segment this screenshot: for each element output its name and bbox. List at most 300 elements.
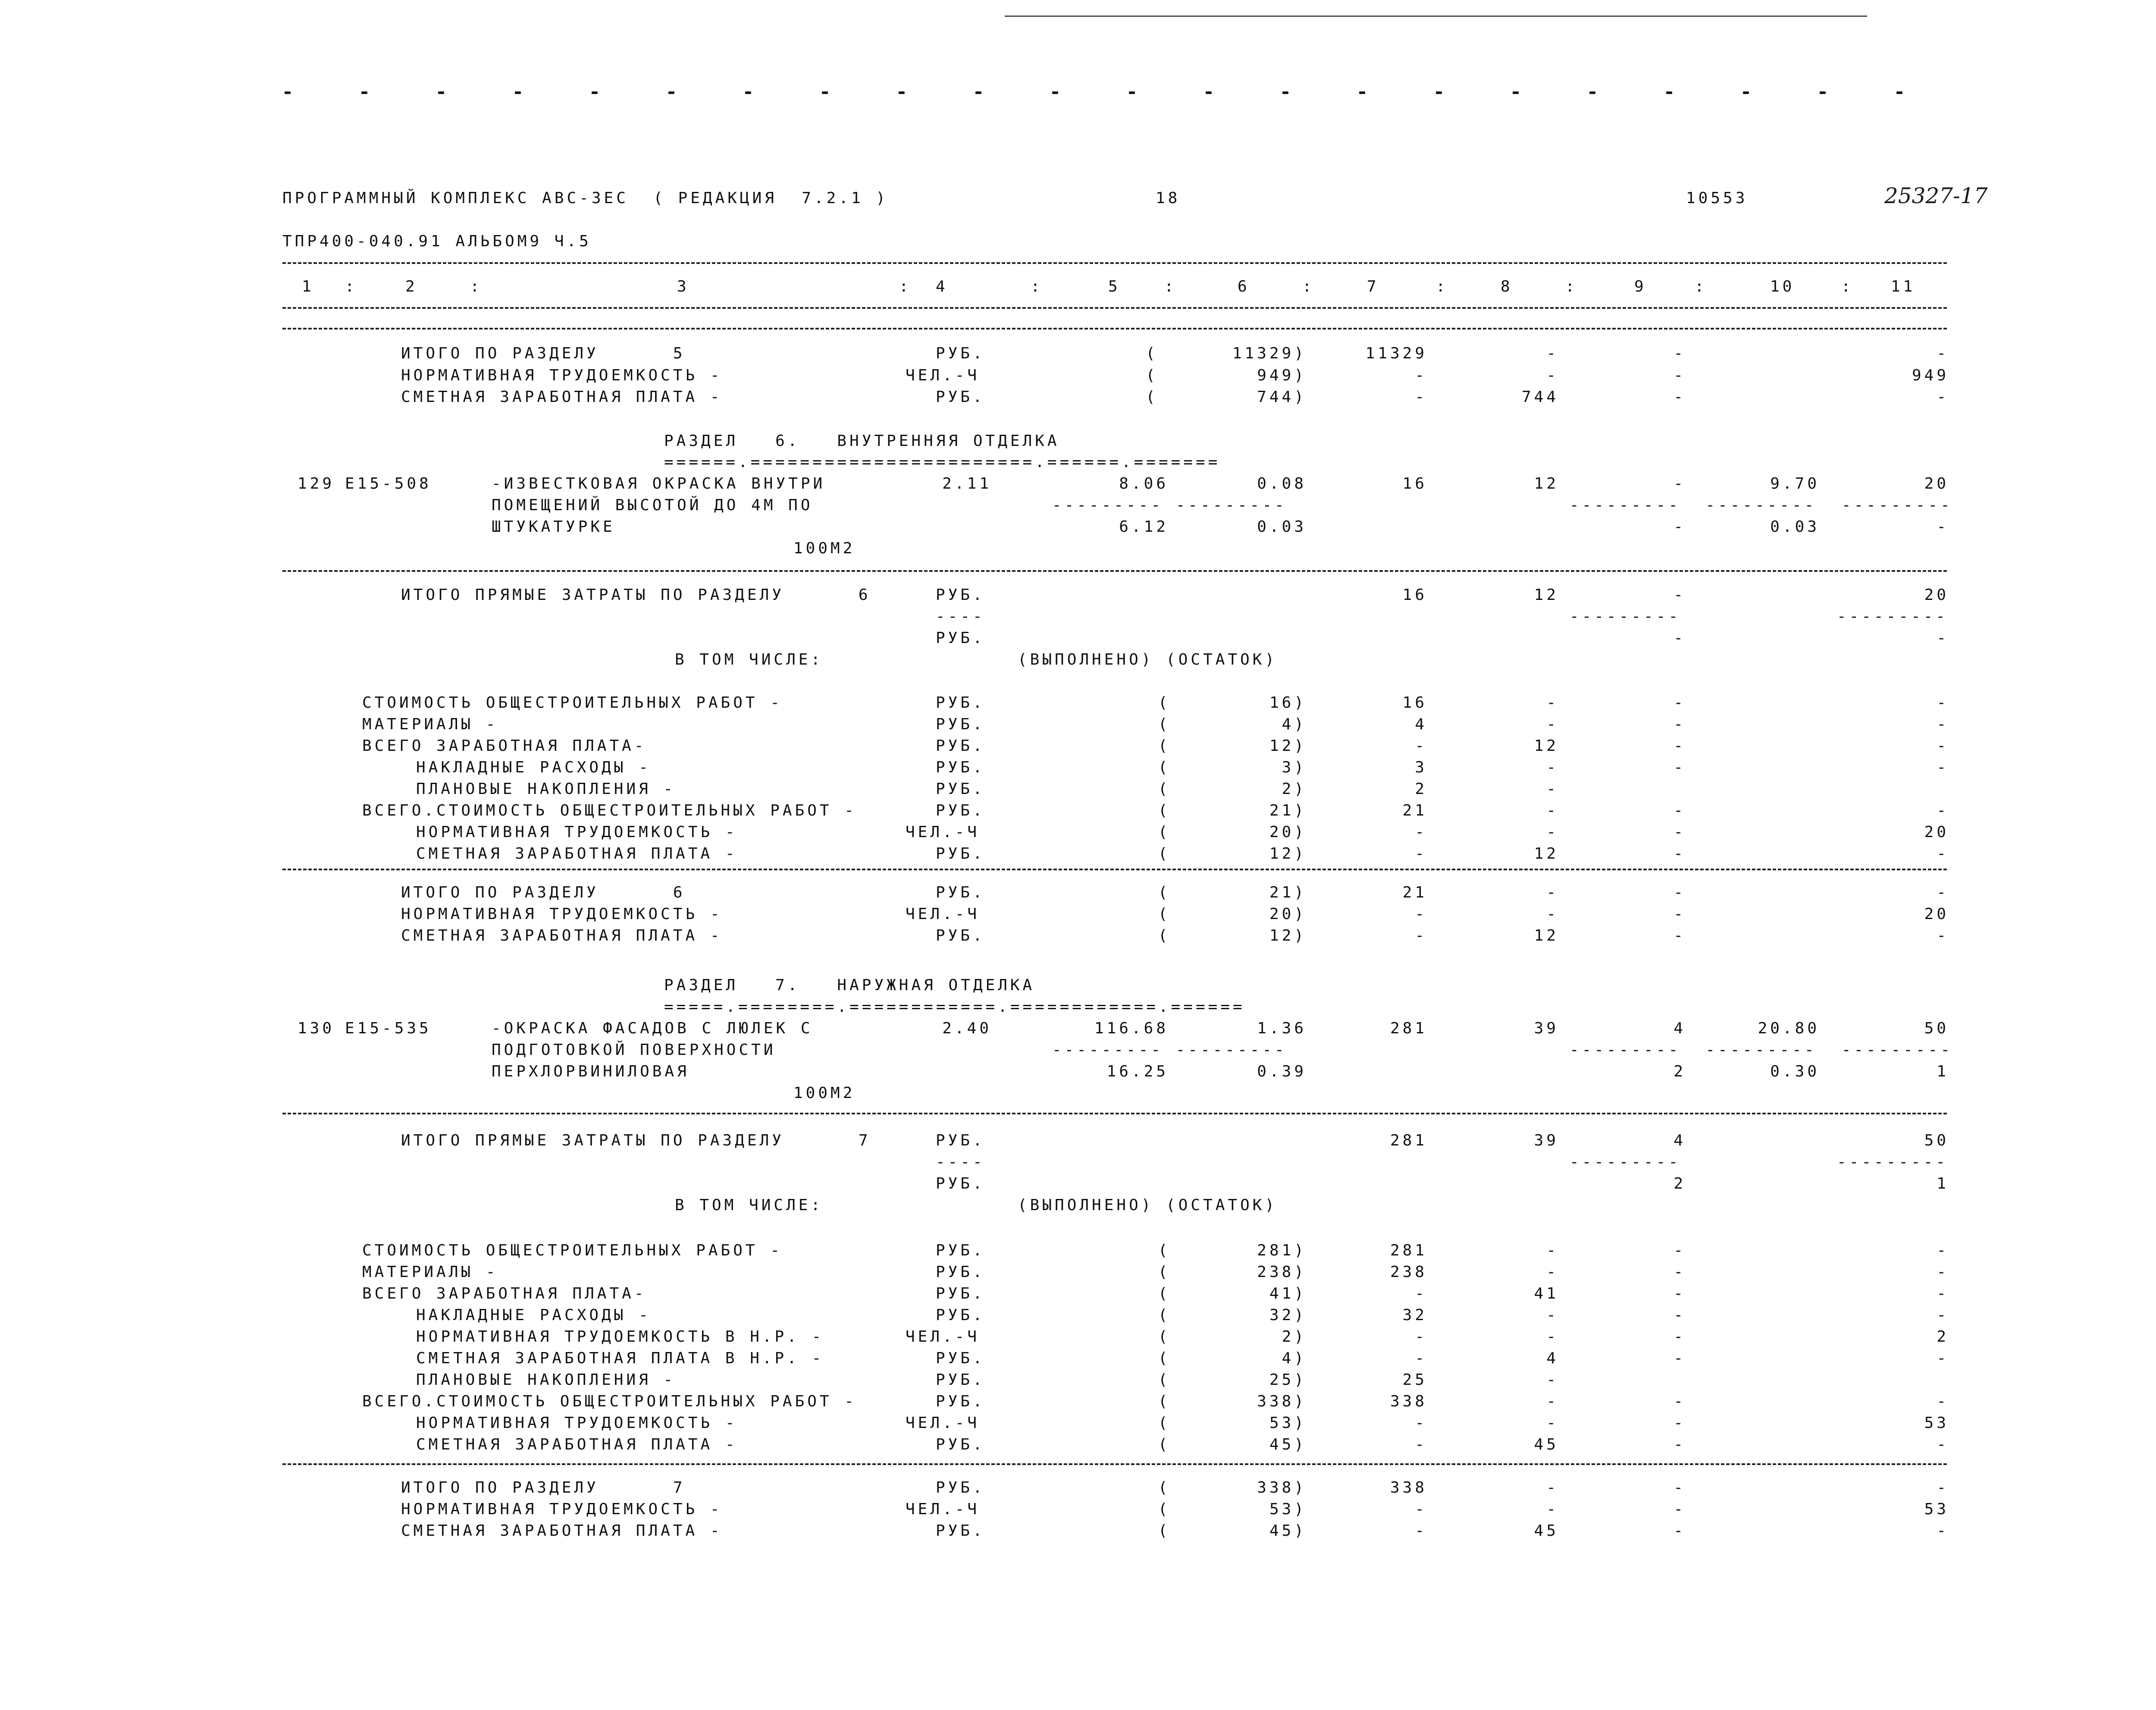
cell-v11: -	[1937, 1306, 1949, 1324]
value-separator: --------- --------- ---------	[1570, 1041, 1953, 1059]
cell-v9: -	[1673, 1522, 1686, 1540]
cell-v8: 45	[1534, 1522, 1559, 1540]
unit-label: ЧЕЛ.-Ч	[906, 1328, 980, 1346]
done-remaining-label: (ВЫПОЛНЕНО) (ОСТАТОК)	[1018, 651, 1278, 668]
cell-v7: -	[1415, 388, 1427, 406]
sprocket-hole	[1513, 91, 1519, 94]
sprocket-hole	[438, 91, 444, 94]
cell-v9: -	[1673, 905, 1686, 923]
cell-v11: -	[1937, 345, 1949, 362]
summary-label: СМЕТНАЯ ЗАРАБОТНАЯ ПЛАТА -	[401, 927, 723, 944]
top-rule	[1005, 16, 1867, 17]
section-underline: =====.========.============.============.======	[664, 998, 1245, 1016]
cell-v8: -	[1546, 884, 1559, 901]
value-separator: --------- --------- ---------	[1570, 496, 1953, 514]
value-separator: --------- ---------	[1052, 1041, 1287, 1059]
cell-v7: -	[1415, 1522, 1427, 1540]
unit-label: РУБ.	[936, 1306, 985, 1324]
unit-label: ЧЕЛ.-Ч	[906, 367, 980, 384]
section-rule	[282, 1463, 1947, 1465]
unit-label: РУБ.	[936, 1371, 985, 1389]
unit-label: РУБ.	[936, 1242, 985, 1259]
breakdown-label: ВСЕГО ЗАРАБОТНАЯ ПЛАТА-	[362, 737, 647, 755]
cell-v6: ( 4)	[1158, 1349, 1307, 1367]
cell-v10: 0.30	[1770, 1063, 1820, 1080]
cell-v8: -	[1546, 759, 1559, 776]
item-description: ПОМЕЩЕНИЙ ВЫСОТОЙ ДО 4М ПО	[492, 496, 813, 514]
cell-v8: 12	[1534, 737, 1559, 755]
cell-v4: 2.40	[942, 1020, 992, 1037]
value-separator: ---------	[1837, 1153, 1949, 1171]
cell-v11: -	[1937, 1263, 1949, 1281]
cell-v9: -	[1673, 586, 1686, 604]
cell-v9: -	[1673, 694, 1686, 712]
cell-v7: -	[1415, 367, 1427, 384]
cell-v8: -	[1546, 694, 1559, 712]
column-separator: :	[1302, 278, 1315, 295]
unit-label: РУБ.	[936, 884, 985, 901]
sprocket-hole	[1589, 91, 1595, 94]
cell-v6: ( 11329)	[1146, 345, 1307, 362]
unit-label: РУБ.	[936, 780, 985, 798]
unit-label: РУБ.	[936, 629, 985, 647]
cell-v6: ( 32)	[1158, 1306, 1307, 1324]
cell-v11: -	[1937, 388, 1949, 406]
cell-v11: -	[1937, 1522, 1949, 1540]
cell-v6: ( 238)	[1158, 1263, 1307, 1281]
unit-label: РУБ.	[936, 1436, 985, 1453]
breakdown-sublabel: ПЛАНОВЫЕ НАКОПЛЕНИЯ -	[416, 1371, 676, 1389]
cell-v11: -	[1937, 518, 1949, 536]
table-top-rule	[282, 262, 1947, 264]
cell-v7: -	[1415, 823, 1427, 841]
cell-v6: 1.36	[1257, 1020, 1307, 1037]
value-separator: ---------	[1837, 608, 1949, 625]
sprocket-hole	[1282, 91, 1288, 94]
cell-v6: 0.08	[1257, 475, 1307, 493]
cell-v8: -	[1546, 802, 1559, 819]
cell-v9: -	[1673, 1242, 1686, 1259]
summary-label: ИТОГО ПРЯМЫЕ ЗАТРАТЫ ПО РАЗДЕЛУ 7	[401, 1132, 871, 1149]
cell-v7: 281	[1390, 1132, 1427, 1149]
cell-v11: -	[1937, 715, 1949, 733]
cell-v11: 949	[1912, 367, 1949, 384]
unit-label: РУБ.	[936, 845, 985, 863]
cell-v9: 2	[1673, 1063, 1686, 1080]
document-code: 10553	[1686, 189, 1748, 207]
column-number: 9	[1634, 278, 1647, 295]
cell-v11: -	[1937, 845, 1949, 863]
cell-v11: -	[1937, 759, 1949, 776]
cell-v9: -	[1673, 1349, 1686, 1367]
cell-v6: ( 25)	[1158, 1371, 1307, 1389]
section-underline: ======.=======================.======.=======	[664, 453, 1221, 471]
unit-label: РУБ.	[936, 1285, 985, 1302]
cell-v8: 12	[1534, 927, 1559, 944]
item-description: ШТУКАТУРКЕ	[492, 518, 615, 536]
unit-label: ----	[936, 1153, 985, 1171]
cell-v6: ( 12)	[1158, 927, 1307, 944]
breakdown-label: ВСЕГО ЗАРАБОТНАЯ ПЛАТА-	[362, 1285, 647, 1302]
column-separator: :	[1565, 278, 1578, 295]
cell-v9: -	[1673, 1393, 1686, 1410]
summary-label: СМЕТНАЯ ЗАРАБОТНАЯ ПЛАТА -	[401, 388, 723, 406]
cell-v8: -	[1546, 823, 1559, 841]
sprocket-hole	[1743, 91, 1749, 94]
cell-v9: -	[1673, 884, 1686, 901]
breakdown-sublabel: НОРМАТИВНАЯ ТРУДОЕМКОСТЬ В Н.Р. -	[416, 1328, 824, 1346]
sprocket-hole	[1820, 91, 1826, 94]
sprocket-hole	[1896, 91, 1902, 94]
cell-v5: 6.12	[1119, 518, 1169, 536]
cell-v7: 4	[1415, 715, 1427, 733]
unit-label: РУБ.	[936, 1132, 985, 1149]
unit-label: РУБ.	[936, 737, 985, 755]
header-bottom-rule-2	[282, 328, 1947, 329]
cell-v6: ( 2)	[1158, 780, 1307, 798]
column-number: 4	[936, 278, 948, 295]
summary-label: НОРМАТИВНАЯ ТРУДОЕМКОСТЬ -	[401, 1500, 723, 1518]
cell-v6: ( 41)	[1158, 1285, 1307, 1302]
cell-v8: 41	[1534, 1285, 1559, 1302]
cell-v7: -	[1415, 1349, 1427, 1367]
section-rule	[282, 570, 1947, 572]
unit-label: РУБ.	[936, 759, 985, 776]
item-description: -ОКРАСКА ФАСАДОВ С ЛЮЛЕК С	[492, 1020, 813, 1037]
unit-label: РУБ.	[936, 927, 985, 944]
value-separator: --------- ---------	[1052, 496, 1287, 514]
summary-label: СМЕТНАЯ ЗАРАБОТНАЯ ПЛАТА -	[401, 1522, 723, 1540]
cell-v11: 1	[1937, 1175, 1949, 1192]
cell-v9: -	[1673, 1436, 1686, 1453]
cell-v7: 16	[1402, 586, 1427, 604]
summary-label: ИТОГО ПО РАЗДЕЛУ 7	[401, 1479, 686, 1497]
breakdown-sublabel: СМЕТНАЯ ЗАРАБОТНАЯ ПЛАТА -	[416, 1436, 738, 1453]
unit-label: РУБ.	[936, 715, 985, 733]
cell-v11: -	[1937, 1349, 1949, 1367]
column-number: 2	[405, 278, 418, 295]
column-separator: :	[1031, 278, 1043, 295]
cell-v6: ( 45)	[1158, 1522, 1307, 1540]
cell-v7: 25	[1402, 1371, 1427, 1389]
cell-v8: -	[1546, 780, 1559, 798]
cell-v7: 21	[1402, 884, 1427, 901]
column-separator: :	[1841, 278, 1854, 295]
cell-v7: 338	[1390, 1479, 1427, 1497]
cell-v8: 12	[1534, 845, 1559, 863]
cell-v11: -	[1937, 694, 1949, 712]
cell-v7: 32	[1402, 1306, 1427, 1324]
handwritten-number: 25327-17	[1884, 183, 1988, 208]
cell-v7: 11329	[1365, 345, 1427, 362]
item-number: 130	[298, 1020, 335, 1037]
cell-v8: -	[1546, 1371, 1559, 1389]
cell-v6: ( 53)	[1158, 1414, 1307, 1432]
page-number: 18	[1156, 189, 1181, 207]
cell-v11: 53	[1924, 1500, 1949, 1518]
cell-v6: ( 16)	[1158, 694, 1307, 712]
cell-v8: -	[1546, 1328, 1559, 1346]
cell-v11: -	[1937, 737, 1949, 755]
program-header: ПРОГРАММНЫЙ КОМПЛЕКС АВС-3ЕС ( РЕДАКЦИЯ 7.2.1 )	[282, 189, 889, 207]
cell-v6: ( 21)	[1158, 802, 1307, 819]
column-separator: :	[1436, 278, 1448, 295]
cell-v9: 4	[1673, 1132, 1686, 1149]
cell-v10: 20.80	[1758, 1020, 1820, 1037]
breakdown-label: ВСЕГО.СТОИМОСТЬ ОБЩЕСТРОИТЕЛЬНЫХ РАБОТ -	[362, 802, 857, 819]
cell-v6: ( 3)	[1158, 759, 1307, 776]
cell-v5: 16.25	[1106, 1063, 1169, 1080]
cell-v6: ( 4)	[1158, 715, 1307, 733]
cell-v11: 20	[1924, 905, 1949, 923]
unit-label: ЧЕЛ.-Ч	[906, 905, 980, 923]
column-separator: :	[899, 278, 912, 295]
cell-v7: 2	[1415, 780, 1427, 798]
cell-v11: -	[1937, 1285, 1949, 1302]
cell-v7: 281	[1390, 1242, 1427, 1259]
cell-v9: -	[1673, 1500, 1686, 1518]
column-number: 6	[1238, 278, 1250, 295]
cell-v7: -	[1415, 1436, 1427, 1453]
cell-v11: -	[1937, 1436, 1949, 1453]
cell-v6: ( 53)	[1158, 1500, 1307, 1518]
cell-v6: ( 2)	[1158, 1328, 1307, 1346]
including-label: В ТОМ ЧИСЛЕ:	[675, 651, 824, 668]
cell-v10: 9.70	[1770, 475, 1820, 493]
cell-v9: -	[1673, 1285, 1686, 1302]
cell-v6: ( 949)	[1146, 367, 1307, 384]
cell-v6: ( 281)	[1158, 1242, 1307, 1259]
sprocket-hole	[515, 91, 521, 94]
unit-label: ----	[936, 608, 985, 625]
cell-v9: -	[1673, 629, 1686, 647]
cell-v9: 2	[1673, 1175, 1686, 1192]
item-number: 129	[298, 475, 335, 493]
cell-v9: -	[1673, 1479, 1686, 1497]
cell-v11: 20	[1924, 475, 1949, 493]
cell-v6: ( 744)	[1146, 388, 1307, 406]
cell-v5: 8.06	[1119, 475, 1169, 493]
cell-v9: -	[1673, 715, 1686, 733]
cell-v8: 12	[1534, 586, 1559, 604]
column-number: 5	[1108, 278, 1121, 295]
cell-v6: ( 21)	[1158, 884, 1307, 901]
cell-v6: ( 45)	[1158, 1436, 1307, 1453]
item-description: ПОДГОТОВКОЙ ПОВЕРХНОСТИ	[492, 1041, 776, 1059]
project-reference: ТПР400-040.91 АЛЬБОМ9 Ч.5	[282, 232, 592, 250]
section-title: РАЗДЕЛ 7. НАРУЖНАЯ ОТДЕЛКА	[664, 976, 1035, 994]
cell-v7: -	[1415, 1414, 1427, 1432]
cell-v9: -	[1673, 1306, 1686, 1324]
unit-label: РУБ.	[936, 586, 985, 604]
unit-label: РУБ.	[936, 388, 985, 406]
cell-v8: -	[1546, 715, 1559, 733]
section-title: РАЗДЕЛ 6. ВНУТРЕННЯЯ ОТДЕЛКА	[664, 432, 1060, 450]
cell-v7: -	[1415, 1500, 1427, 1518]
item-description: -ИЗВЕСТКОВАЯ ОКРАСКА ВНУТРИ	[492, 475, 826, 493]
breakdown-label: СТОИМОСТЬ ОБЩЕСТРОИТЕЛЬНЫХ РАБОТ -	[362, 1242, 783, 1259]
cell-v6: ( 20)	[1158, 905, 1307, 923]
cell-v6: ( 12)	[1158, 845, 1307, 863]
cell-v6: 0.39	[1257, 1063, 1307, 1080]
cell-v8: 12	[1534, 475, 1559, 493]
unit-label: ЧЕЛ.-Ч	[906, 1414, 980, 1432]
including-label: В ТОМ ЧИСЛЕ:	[675, 1196, 824, 1214]
cell-v9: -	[1673, 802, 1686, 819]
cell-v9: -	[1673, 1263, 1686, 1281]
cell-v11: 20	[1924, 823, 1949, 841]
cell-v6: ( 338)	[1158, 1393, 1307, 1410]
cell-v8: -	[1546, 1500, 1559, 1518]
cell-v6: ( 20)	[1158, 823, 1307, 841]
header-bottom-rule	[282, 307, 1947, 309]
cell-v7: -	[1415, 845, 1427, 863]
cell-v7: 238	[1390, 1263, 1427, 1281]
cell-v9: -	[1673, 1328, 1686, 1346]
value-separator: ---------	[1570, 608, 1681, 625]
cell-v8: 744	[1521, 388, 1559, 406]
sprocket-hole	[1206, 91, 1212, 94]
cell-v7: -	[1415, 1328, 1427, 1346]
unit-label: РУБ.	[936, 694, 985, 712]
sprocket-hole	[899, 91, 905, 94]
cell-v9: -	[1673, 367, 1686, 384]
cell-v7: -	[1415, 1285, 1427, 1302]
sprocket-hole	[592, 91, 598, 94]
sprocket-hole	[361, 91, 367, 94]
cell-v8: -	[1546, 1306, 1559, 1324]
sprocket-hole	[285, 91, 291, 94]
unit-label: РУБ.	[936, 1263, 985, 1281]
cell-v7: 338	[1390, 1393, 1427, 1410]
cell-v11: -	[1937, 927, 1949, 944]
cell-v11: -	[1937, 802, 1949, 819]
sprocket-hole	[1052, 91, 1058, 94]
column-number: 7	[1367, 278, 1379, 295]
cell-v8: 45	[1534, 1436, 1559, 1453]
cell-v9: -	[1673, 737, 1686, 755]
cell-v7: 281	[1390, 1020, 1427, 1037]
cell-v9: -	[1673, 518, 1686, 536]
unit-label: ЧЕЛ.-Ч	[906, 1500, 980, 1518]
unit-label: РУБ.	[936, 1522, 985, 1540]
breakdown-sublabel: НАКЛАДНЫЕ РАСХОДЫ -	[416, 759, 651, 776]
cell-v8: -	[1546, 1393, 1559, 1410]
unit-label: РУБ.	[936, 1479, 985, 1497]
summary-label: ИТОГО ПРЯМЫЕ ЗАТРАТЫ ПО РАЗДЕЛУ 6	[401, 586, 871, 604]
cell-v11: 53	[1924, 1414, 1949, 1432]
item-code: Е15-535	[345, 1020, 432, 1037]
cell-v7: -	[1415, 905, 1427, 923]
column-number: 10	[1770, 278, 1795, 295]
column-separator: :	[1695, 278, 1707, 295]
cell-v11: -	[1937, 629, 1949, 647]
cell-v11: 20	[1924, 586, 1949, 604]
item-description: ПЕРХЛОРВИНИЛОВАЯ	[492, 1063, 689, 1080]
cell-v8: 39	[1534, 1020, 1559, 1037]
section-rule	[282, 1113, 1947, 1114]
sprocket-hole	[1436, 91, 1442, 94]
summary-label: ИТОГО ПО РАЗДЕЛУ 6	[401, 884, 686, 901]
breakdown-sublabel: НОРМАТИВНАЯ ТРУДОЕМКОСТЬ -	[416, 823, 738, 841]
cell-v9: -	[1673, 345, 1686, 362]
cell-v11: -	[1937, 884, 1949, 901]
sprocket-hole	[1359, 91, 1365, 94]
cell-v7: 16	[1402, 475, 1427, 493]
sprocket-hole	[822, 91, 828, 94]
cell-v6: ( 12)	[1158, 737, 1307, 755]
cell-v10: 0.03	[1770, 518, 1820, 536]
cell-v9: -	[1673, 388, 1686, 406]
breakdown-sublabel: СМЕТНАЯ ЗАРАБОТНАЯ ПЛАТА В Н.Р. -	[416, 1349, 824, 1367]
cell-v8: -	[1546, 345, 1559, 362]
column-separator: :	[470, 278, 483, 295]
cell-v11: -	[1937, 1242, 1949, 1259]
breakdown-label: СТОИМОСТЬ ОБЩЕСТРОИТЕЛЬНЫХ РАБОТ -	[362, 694, 783, 712]
cell-v11: 50	[1924, 1132, 1949, 1149]
cell-v9: -	[1673, 823, 1686, 841]
cell-v8: -	[1546, 1263, 1559, 1281]
cell-v7: 16	[1402, 694, 1427, 712]
cell-v8: -	[1546, 367, 1559, 384]
cell-v8: -	[1546, 1242, 1559, 1259]
unit-label: ЧЕЛ.-Ч	[906, 823, 980, 841]
value-separator: ---------	[1570, 1153, 1681, 1171]
breakdown-sublabel: НОРМАТИВНАЯ ТРУДОЕМКОСТЬ -	[416, 1414, 738, 1432]
cell-v11: 1	[1937, 1063, 1949, 1080]
cell-v7: -	[1415, 927, 1427, 944]
cell-v11: -	[1937, 1393, 1949, 1410]
sprocket-hole	[668, 91, 674, 94]
breakdown-sublabel: ПЛАНОВЫЕ НАКОПЛЕНИЯ -	[416, 780, 676, 798]
cell-v6: ( 338)	[1158, 1479, 1307, 1497]
column-separator: :	[1164, 278, 1177, 295]
section-rule	[282, 869, 1947, 870]
item-code: Е15-508	[345, 475, 432, 493]
column-number: 8	[1501, 278, 1513, 295]
column-number: 11	[1891, 278, 1916, 295]
cell-v4: 2.11	[942, 475, 992, 493]
unit-label: РУБ.	[936, 1175, 985, 1192]
column-number: 1	[302, 278, 314, 295]
cell-v8: -	[1546, 1479, 1559, 1497]
sprocket-hole	[1666, 91, 1672, 94]
cell-v9: -	[1673, 475, 1686, 493]
cell-v11: 50	[1924, 1020, 1949, 1037]
unit-of-measure: 100М2	[793, 540, 856, 557]
summary-label: ИТОГО ПО РАЗДЕЛУ 5	[401, 345, 686, 362]
cell-v7: 3	[1415, 759, 1427, 776]
cell-v8: 4	[1546, 1349, 1559, 1367]
column-number: 3	[677, 278, 689, 295]
cell-v7: -	[1415, 737, 1427, 755]
summary-label: НОРМАТИВНАЯ ТРУДОЕМКОСТЬ -	[401, 367, 723, 384]
unit-label: РУБ.	[936, 1349, 985, 1367]
column-separator: :	[345, 278, 357, 295]
cell-v9: -	[1673, 845, 1686, 863]
cell-v11: 2	[1937, 1328, 1949, 1346]
cell-v8: 39	[1534, 1132, 1559, 1149]
sprocket-hole	[975, 91, 981, 94]
cell-v5: 116.68	[1094, 1020, 1169, 1037]
sprocket-hole	[745, 91, 751, 94]
unit-label: РУБ.	[936, 1393, 985, 1410]
breakdown-sublabel: СМЕТНАЯ ЗАРАБОТНАЯ ПЛАТА -	[416, 845, 738, 863]
unit-label: РУБ.	[936, 345, 985, 362]
cell-v9: -	[1673, 1414, 1686, 1432]
cell-v8: -	[1546, 1414, 1559, 1432]
summary-label: НОРМАТИВНАЯ ТРУДОЕМКОСТЬ -	[401, 905, 723, 923]
